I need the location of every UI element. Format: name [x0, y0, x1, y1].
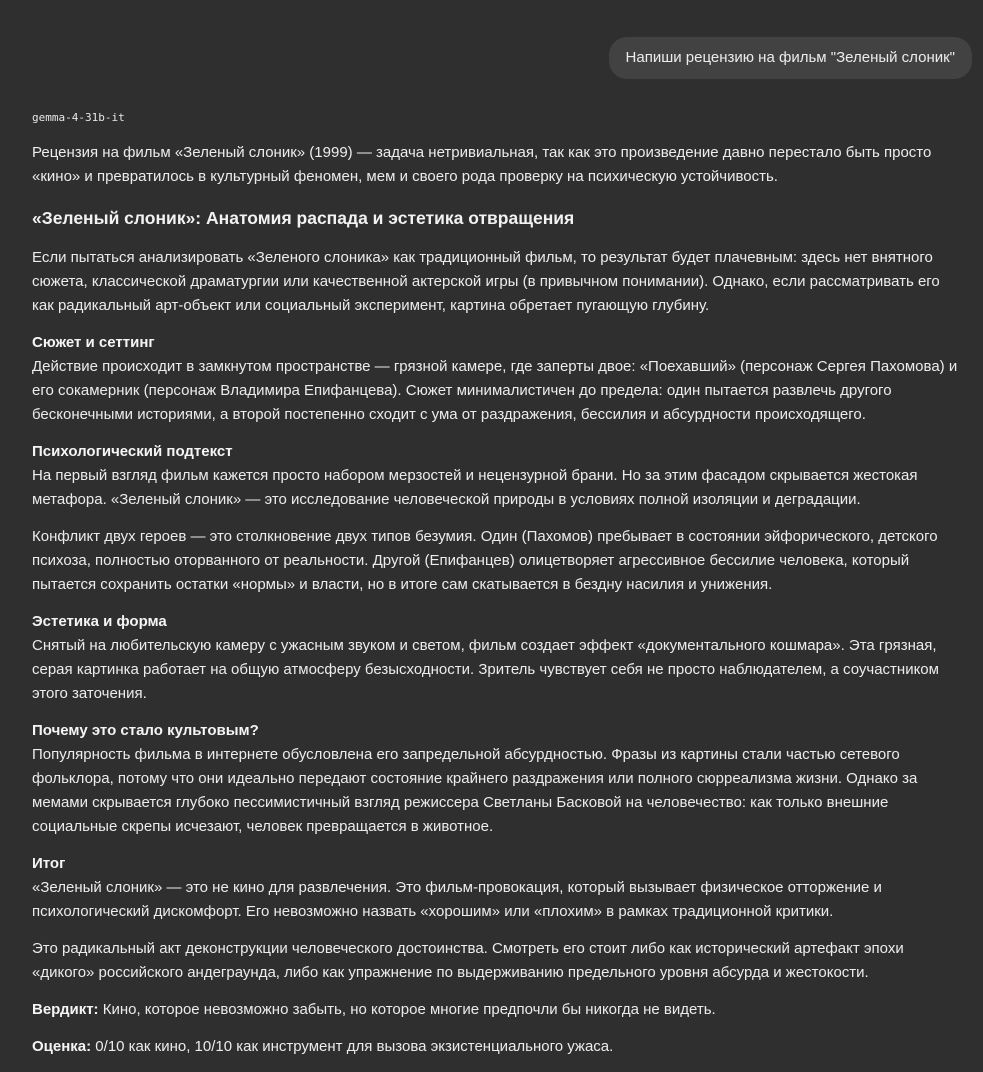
response-intro: Рецензия на фильм «Зеленый слоник» (1999) — задача нетривиальная, так как это произведение давно перестало быть просто «кино» и превратилось в культурный феномен, мем и своего рода проверку на психическую устойчивость.: [32, 144, 932, 185]
section-plot-title: Сюжет и сеттинг: [32, 334, 155, 351]
rating-text: 0/10 как кино, 10/10 как инструмент для вызова экзистенциального ужаса.: [91, 1038, 614, 1055]
verdict-text: Кино, которое невозможно забыть, но которое многие предпочли бы никогда не видеть.: [98, 1001, 716, 1018]
rating-label: Оценка:: [32, 1038, 92, 1055]
section-cult-title: Почему это стало культовым?: [32, 722, 259, 739]
response-lead: Если пытаться анализировать «Зеленого слоника» как традиционный фильм, то результат будет плачевным: здесь нет внятного сюжета, классической драматургии или качественной актерской игры (в привычном понимании). Однако, если рассматривать его как радикальный арт-объект или социальный эксперимент, картина обретает пугающую глубину.: [32, 249, 940, 314]
section-summary: [32, 852, 962, 924]
rating: [32, 1035, 962, 1059]
section-aesthetics: [32, 610, 962, 706]
section-cult: [32, 719, 962, 839]
section-plot-text: Действие происходит в замкнутом пространстве — грязной камере, где заперты двое: «Поехавший» (персонаж Сергея Пахомова) и его сокамерник (персонаж Владимира Епифанцева). Сюжет минималистичен до предела: один пытается развлечь другого бесконечными историями, а второй постепенно сходит с ума от раздражения, бессилия и абсурдности происходящего.: [32, 358, 958, 423]
user-message-bubble: Напиши рецензию на фильм "Зеленый слоник": [609, 37, 972, 79]
section-psychology-text: На первый взгляд фильм кажется просто набором мерзостей и нецензурной брани. Но за этим фасадом скрывается жестокая метафора. «Зеленый слоник» — это исследование человеческой природы в условиях полной изоляции и деградации.: [32, 467, 918, 508]
response-heading: «Зеленый слоник»: Анатомия распада и эстетика отвращения: [32, 208, 575, 228]
section-summary-text: «Зеленый слоник» — это не кино для развлечения. Это фильм-провокация, который вызывает физическое отторжение и психологический дискомфорт. Его невозможно назвать «хорошим» или «плохим» в рамках традиционной критики.: [32, 879, 882, 920]
verdict: [32, 998, 962, 1022]
model-name-label: gemma-4-31b-it: [32, 111, 125, 124]
section-plot: [32, 331, 962, 427]
section-psychology: [32, 440, 962, 512]
section-summary-title: Итог: [32, 855, 66, 872]
section-psychology-paragraph: Конфликт двух героев — это столкновение двух типов безумия. Один (Пахомов) пребывает в состоянии эйфорического, детского психоза, полностью оторванного от реальности. Другой (Епифанцев) олицетворяет агрессивное бессилие человека, который пытается сохранить остатки «нормы» и власти, но в итоге сам скатывается в бездну насилия и унижения.: [32, 528, 938, 593]
section-psychology-title: Психологический подтекст: [32, 443, 233, 460]
section-aesthetics-text: Снятый на любительскую камеру с ужасным звуком и светом, фильм создает эффект «документального кошмара». Эта грязная, серая картинка работает на общую атмосферу безысходности. Зритель чувствует себя не просто наблюдателем, а соучастником этого заточения.: [32, 637, 939, 702]
section-summary-paragraph: Это радикальный акт деконструкции человеческого достоинства. Смотреть его стоит либо как исторический артефакт эпохи «дикого» российского андеграунда, либо как упражнение по выдерживанию предельного уровня абсурда и жестокости.: [32, 940, 904, 981]
section-cult-text: Популярность фильма в интернете обусловлена его запредельной абсурдностью. Фразы из картины стали частью сетевого фольклора, потому что они идеально передают состояние крайнего раздражения или полного сюрреализма жизни. Однако за мемами скрывается глубоко пессимистичный взгляд режиссера Светланы Басковой на человечество: как только внешние социальные скрепы исчезают, человек превращается в животное.: [32, 746, 918, 835]
assistant-response: [32, 141, 962, 1072]
section-aesthetics-title: Эстетика и форма: [32, 613, 167, 630]
verdict-label: Вердикт:: [32, 1001, 99, 1018]
